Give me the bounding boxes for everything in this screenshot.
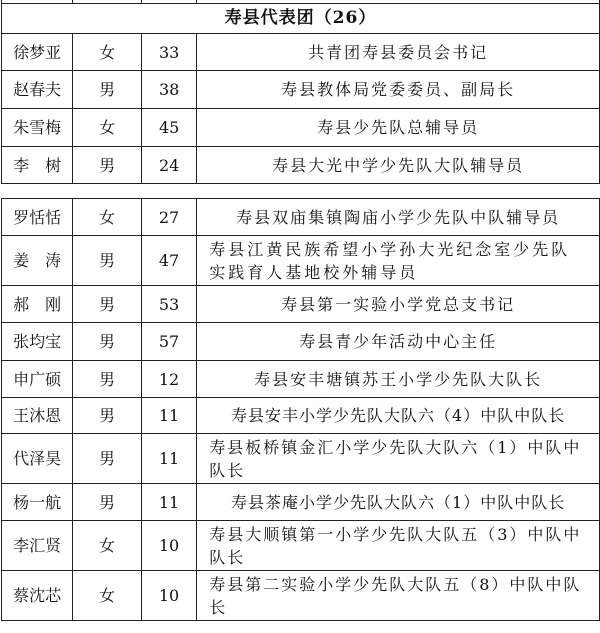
member-name: 杨一航 — [2, 484, 73, 521]
member-title: 寿县茶庵小学少先队大队六（1）中队中队长 — [197, 484, 600, 521]
member-title: 寿县安丰小学少先队大队六（4）中队中队长 — [197, 398, 600, 434]
page-break-gap — [0, 188, 600, 198]
member-name: 王沐恩 — [2, 398, 73, 434]
member-gender: 女 — [73, 109, 142, 147]
table-row — [2, 484, 600, 521]
table-row — [2, 236, 600, 286]
member-gender: 女 — [73, 34, 142, 71]
member-age: 38 — [141, 71, 196, 109]
member-gender: 男 — [73, 484, 142, 521]
member-age: 45 — [141, 109, 196, 147]
member-name: 张均宝 — [2, 323, 73, 361]
member-age: 24 — [141, 147, 196, 184]
member-age: 10 — [141, 521, 196, 571]
member-name: 姜 涛 — [2, 236, 73, 286]
member-name: 郝 刚 — [2, 286, 73, 323]
member-age: 33 — [141, 34, 196, 71]
member-name: 徐梦亚 — [2, 34, 73, 71]
member-gender: 男 — [73, 236, 142, 286]
member-title: 寿县青少年活动中心主任 — [197, 323, 600, 361]
member-title: 寿县教体局党委委员、副局长 — [197, 71, 600, 109]
member-title: 寿县少先队总辅导员 — [197, 109, 600, 147]
member-title: 寿县第二实验小学少先队大队五（8）中队中队长 — [197, 571, 600, 621]
table-row — [2, 199, 600, 236]
member-age: 27 — [141, 199, 196, 236]
group-title-row — [2, 4, 600, 34]
member-gender: 女 — [73, 571, 142, 621]
member-title: 寿县大光中学少先队大队辅导员 — [197, 147, 600, 184]
delegation-table-top — [1, 0, 600, 184]
group-title: 寿县代表团（26） — [2, 4, 600, 34]
member-age: 53 — [141, 286, 196, 323]
member-age: 11 — [141, 484, 196, 521]
member-title: 寿县大顺镇第一小学少先队大队五（3）中队中队长 — [197, 521, 600, 571]
member-title: 共青团寿县委员会书记 — [197, 34, 600, 71]
table-row — [2, 571, 600, 621]
member-gender: 男 — [73, 434, 142, 484]
member-name: 李 树 — [2, 147, 73, 184]
member-title: 寿县安丰塘镇苏王小学少先队大队长 — [197, 361, 600, 398]
delegation-table-bottom — [1, 198, 600, 621]
member-title: 寿县第一实验小学党总支书记 — [197, 286, 600, 323]
table-row — [2, 361, 600, 398]
member-title: 寿县板桥镇金汇小学少先队大队六（1）中队中队长 — [197, 434, 600, 484]
table-row — [2, 286, 600, 323]
member-name: 代泽昊 — [2, 434, 73, 484]
member-age: 57 — [141, 323, 196, 361]
member-name: 朱雪梅 — [2, 109, 73, 147]
member-gender: 女 — [73, 199, 142, 236]
table-row — [2, 434, 600, 484]
member-gender: 男 — [73, 286, 142, 323]
table-row — [2, 398, 600, 434]
member-age: 11 — [141, 434, 196, 484]
table-row — [2, 521, 600, 571]
member-age: 47 — [141, 236, 196, 286]
member-age: 10 — [141, 571, 196, 621]
member-age: 12 — [141, 361, 196, 398]
member-gender: 男 — [73, 323, 142, 361]
member-title: 寿县双庙集镇陶庙小学少先队中队辅导员 — [197, 199, 600, 236]
member-name: 赵春夫 — [2, 71, 73, 109]
table-row — [2, 34, 600, 71]
member-age: 11 — [141, 398, 196, 434]
member-title: 寿县江黄民族希望小学孙大光纪念室少先队实践育人基地校外辅导员 — [197, 236, 600, 286]
table-row — [2, 147, 600, 184]
member-gender: 男 — [73, 361, 142, 398]
member-gender: 男 — [73, 71, 142, 109]
member-name: 李汇贤 — [2, 521, 73, 571]
member-name: 罗恬恬 — [2, 199, 73, 236]
member-name: 申广硕 — [2, 361, 73, 398]
member-gender: 女 — [73, 521, 142, 571]
table-row — [2, 109, 600, 147]
member-name: 蔡沈芯 — [2, 571, 73, 621]
member-gender: 男 — [73, 398, 142, 434]
table-row — [2, 323, 600, 361]
table-row — [2, 71, 600, 109]
member-gender: 男 — [73, 147, 142, 184]
